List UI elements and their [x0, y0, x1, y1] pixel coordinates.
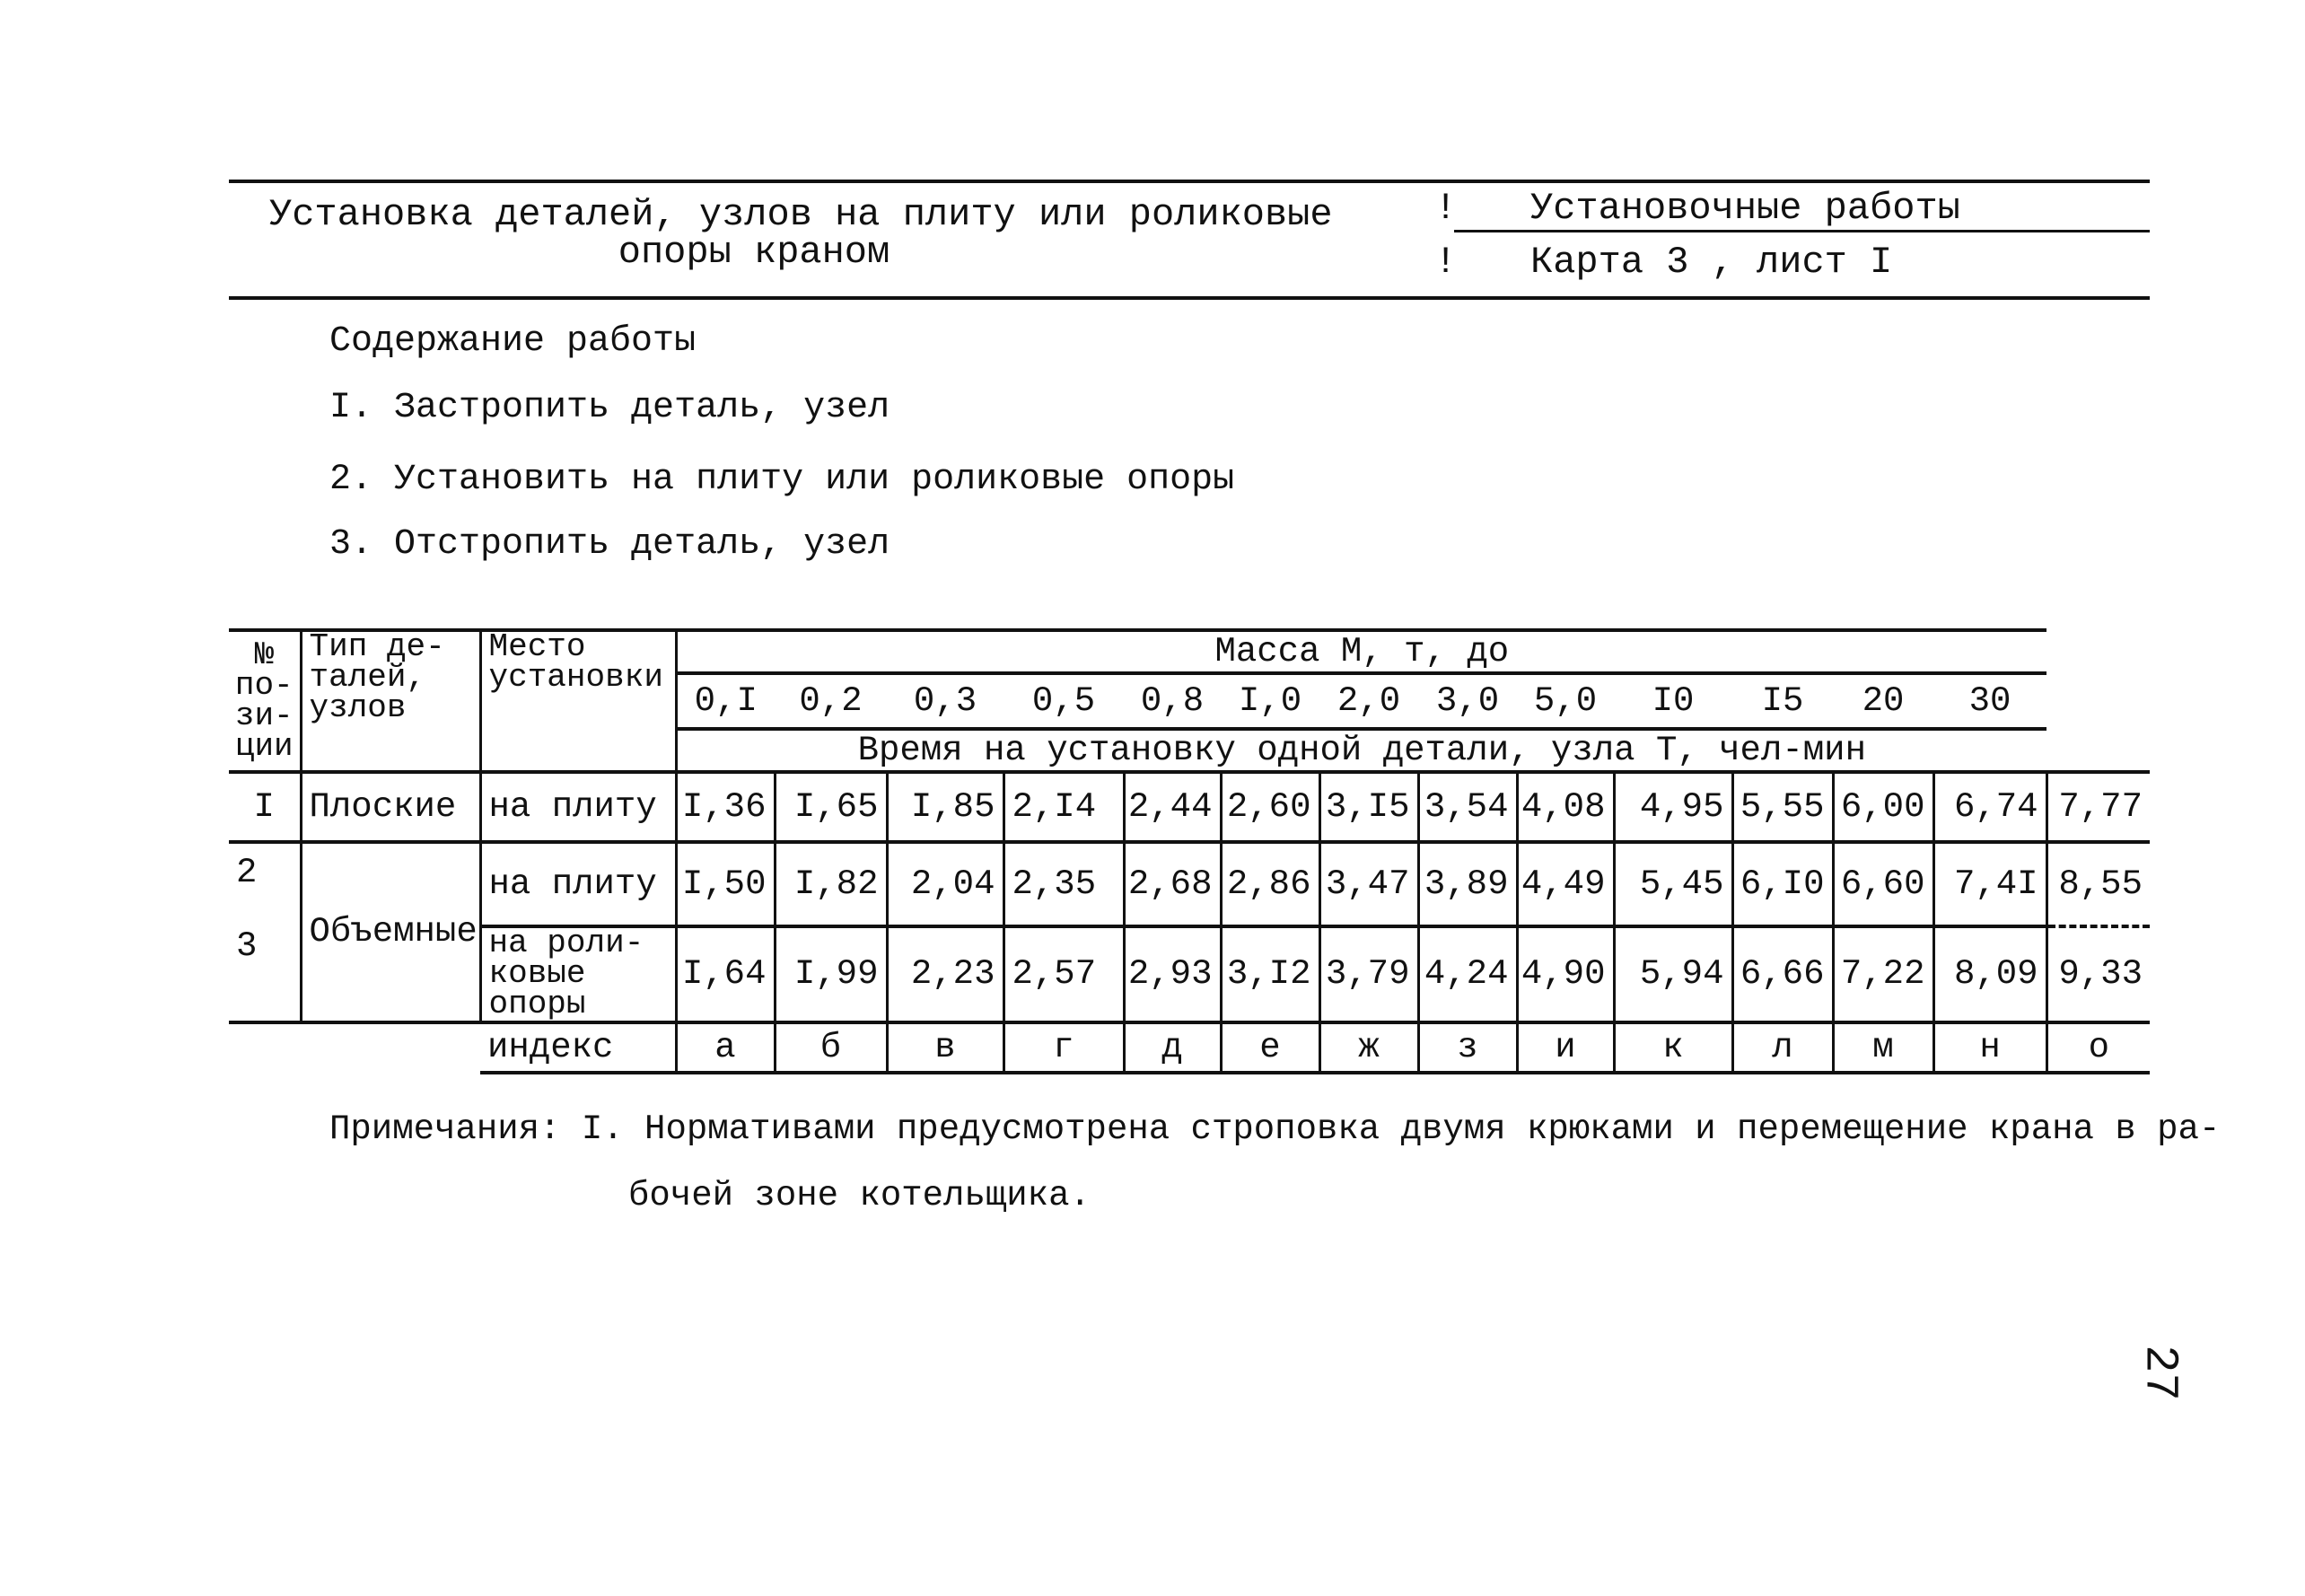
time-header: Время на установку одной детали, узла Т, чел-мин	[676, 729, 2046, 772]
notes-line-2: бочей зоне котельщика.	[628, 1176, 1091, 1215]
time-value: 4,95	[1614, 772, 1732, 842]
header-mid-rule	[1454, 230, 2150, 232]
table-row	[229, 926, 2150, 1022]
mass-header: Масса М, т, до	[676, 630, 2046, 673]
header-title-line2: опоры краном	[618, 231, 890, 274]
time-value: 4,49	[1517, 842, 1614, 926]
col-header-position	[229, 630, 301, 772]
time-value: 6,66	[1732, 926, 1833, 1022]
col-header-place	[480, 630, 676, 772]
time-value: 3,89	[1418, 842, 1517, 926]
table-index-row	[229, 1022, 2150, 1073]
mass-value: 0,I	[676, 673, 775, 729]
mass-value: 3,0	[1418, 673, 1517, 729]
time-value: 3,47	[1319, 842, 1418, 926]
index-letter: з	[1418, 1022, 1517, 1073]
index-letter: в	[887, 1022, 1004, 1073]
index-letter: б	[775, 1022, 887, 1073]
time-value: 5,94	[1614, 926, 1732, 1022]
time-value: 6,60	[1833, 842, 1933, 926]
time-value: 2,68	[1124, 842, 1221, 926]
mass-value: 0,3	[887, 673, 1004, 729]
table-row	[229, 772, 2150, 842]
notes-line-1: Примечания: I. Нормативами предусмотрена строповка двумя крюками и перемещение крана в ра-	[329, 1109, 2221, 1149]
mass-value: 30	[1933, 673, 2046, 729]
content-heading: Содержание работы	[329, 321, 697, 362]
time-value: 6,74	[1933, 772, 2046, 842]
index-letter: и	[1517, 1022, 1614, 1073]
page-number: 27	[2133, 1345, 2187, 1401]
norm-table	[229, 628, 2150, 1074]
col-header-place-l1: Место	[488, 628, 586, 665]
mass-value: 0,5	[1004, 673, 1124, 729]
index-letter: м	[1833, 1022, 1933, 1073]
row-place-line: ковые	[488, 955, 586, 993]
time-value: 9,33	[2046, 926, 2150, 1022]
mass-value: I5	[1732, 673, 1833, 729]
index-letter: к	[1614, 1022, 1732, 1073]
header-sep-1: !	[1434, 187, 1458, 230]
mass-value: 20	[1833, 673, 1933, 729]
row-position: 2	[229, 842, 301, 926]
row-type: Плоские	[301, 772, 480, 842]
table-row	[229, 842, 2150, 926]
time-value: I,36	[676, 772, 775, 842]
index-letter: е	[1221, 1022, 1319, 1073]
time-value: I,50	[676, 842, 775, 926]
time-value: 4,24	[1418, 926, 1517, 1022]
time-value: I,99	[775, 926, 887, 1022]
col-header-type	[301, 630, 480, 772]
time-value: 2,23	[887, 926, 1004, 1022]
mass-value: 2,0	[1319, 673, 1418, 729]
index-letter: л	[1732, 1022, 1833, 1073]
row-position: I	[229, 772, 301, 842]
time-value: I,85	[887, 772, 1004, 842]
col-header-type-l3: узлов	[309, 689, 407, 727]
mass-value: 5,0	[1517, 673, 1614, 729]
time-value: 2,44	[1124, 772, 1221, 842]
index-empty	[301, 1022, 480, 1073]
time-value: 2,93	[1124, 926, 1221, 1022]
time-value: 2,04	[887, 842, 1004, 926]
mass-value: I,0	[1221, 673, 1319, 729]
header-title-line1: Установка деталей, узлов на плиту или роликовые	[269, 193, 1333, 236]
time-value: 5,55	[1732, 772, 1833, 842]
index-label: индекс	[480, 1022, 676, 1073]
index-letter: н	[1933, 1022, 2046, 1073]
time-value: 7,22	[1833, 926, 1933, 1022]
time-value: 6,00	[1833, 772, 1933, 842]
header-bottom-rule	[229, 296, 2150, 300]
col-header-position-l3: зи-	[234, 697, 294, 734]
index-letter: г	[1004, 1022, 1124, 1073]
col-header-position-l4: ции	[234, 728, 294, 766]
header-title	[269, 193, 1333, 274]
index-letter: д	[1124, 1022, 1221, 1073]
time-value: 2,86	[1221, 842, 1319, 926]
col-header-position-l2: по-	[234, 666, 294, 704]
header-section: Установочные работы	[1530, 187, 1960, 230]
col-header-place-l2: установки	[488, 659, 663, 697]
time-value: 5,45	[1614, 842, 1732, 926]
time-value: 2,60	[1221, 772, 1319, 842]
time-value: 3,54	[1418, 772, 1517, 842]
header-top-rule	[229, 180, 2150, 183]
header-card: Карта 3 , лист I	[1530, 241, 1893, 284]
mass-value: 0,2	[775, 673, 887, 729]
time-value: 4,08	[1517, 772, 1614, 842]
header-sep-2: !	[1434, 241, 1458, 284]
time-value: 2,35	[1004, 842, 1124, 926]
row-place-multiline	[480, 926, 676, 1022]
time-value: 4,90	[1517, 926, 1614, 1022]
time-value: 7,4I	[1933, 842, 2046, 926]
row-place: на плиту	[480, 842, 676, 926]
row-position: 3	[236, 926, 258, 966]
time-value: I,82	[775, 842, 887, 926]
col-header-type-l1: Тип де-	[309, 628, 445, 665]
row-place: на плиту	[480, 772, 676, 842]
time-value: 6,I0	[1732, 842, 1833, 926]
mass-value: 0,8	[1124, 673, 1221, 729]
content-step-1: I. Застропить деталь, узел	[329, 388, 890, 428]
col-header-type-l2: талей,	[309, 659, 426, 697]
index-empty	[229, 1022, 301, 1073]
col-header-position-l1: №	[254, 636, 275, 673]
table-header-row-mass	[229, 630, 2150, 673]
time-value: I,64	[676, 926, 775, 1022]
time-value: 7,77	[2046, 772, 2150, 842]
content-step-3: 3. Отстропить деталь, узел	[329, 524, 890, 565]
time-value: 2,I4	[1004, 772, 1124, 842]
content-step-2: 2. Установить на плиту или роликовые опоры	[329, 460, 1235, 500]
time-value: 3,I5	[1319, 772, 1418, 842]
row-place-line: опоры	[488, 986, 586, 1023]
time-value: 8,09	[1933, 926, 2046, 1022]
index-letter: о	[2046, 1022, 2150, 1073]
row-type: Объемные	[301, 842, 480, 1022]
time-value: 3,79	[1319, 926, 1418, 1022]
time-value: 8,55	[2046, 842, 2150, 926]
time-value: 3,I2	[1221, 926, 1319, 1022]
mass-value: I0	[1614, 673, 1732, 729]
time-value: 2,57	[1004, 926, 1124, 1022]
time-value: I,65	[775, 772, 887, 842]
row-place-line: на роли-	[488, 925, 644, 961]
index-letter: а	[676, 1022, 775, 1073]
index-letter: ж	[1319, 1022, 1418, 1073]
